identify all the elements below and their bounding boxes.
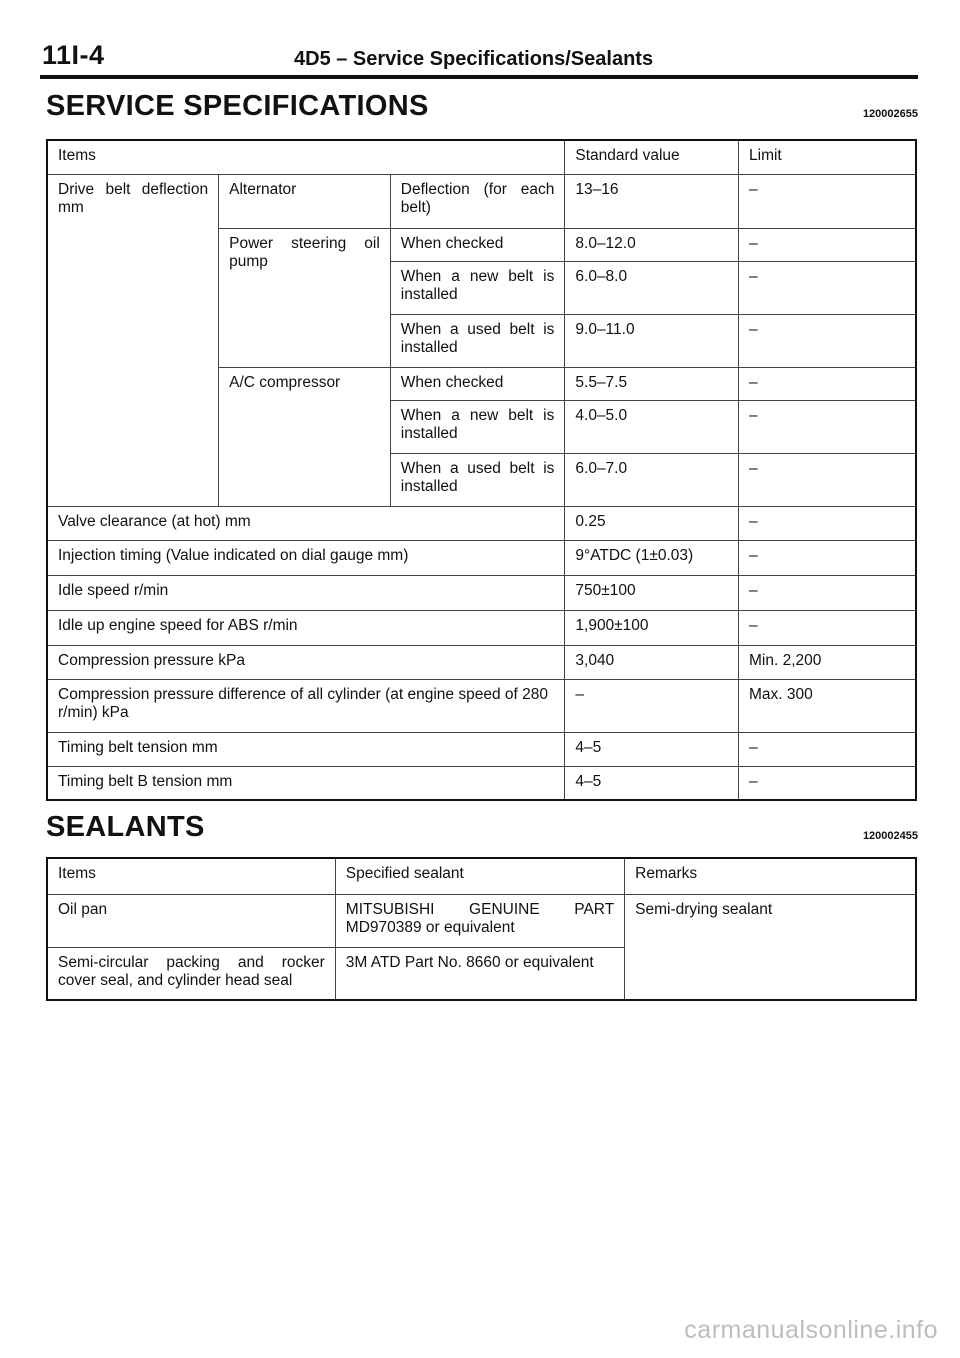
standard-value-cell: 0.25 [565, 506, 739, 540]
limit-cell: – [739, 453, 916, 506]
limit-cell: Min. 2,200 [739, 645, 916, 679]
item-cell: Timing belt B tension mm [47, 766, 565, 800]
limit-cell: – [739, 367, 916, 400]
section-title-service-specifications: SERVICE SPECIFICATIONS [46, 90, 429, 122]
ac-compressor-label: A/C compressor [219, 367, 391, 506]
page-header [40, 38, 918, 78]
table-row [47, 645, 916, 679]
standard-value-cell: 5.5–7.5 [565, 367, 739, 400]
item-cell: Idle up engine speed for ABS r/min [47, 610, 565, 645]
column-header-remarks: Remarks [625, 858, 916, 894]
section-code-service-specifications: 120002655 [862, 108, 918, 120]
standard-value-cell: – [565, 679, 739, 732]
item-cell: Idle speed r/min [47, 575, 565, 610]
power-steering-oil-pump-label: Power steering oil pump [219, 228, 391, 367]
condition-cell: When a new belt is installed [390, 261, 565, 314]
item-cell: Semi-circular packing and rocker cover seal, and cylinder head seal [47, 947, 335, 1000]
table-row [47, 540, 916, 575]
remarks-cell: Semi-drying sealant [625, 894, 916, 1000]
table-row [47, 679, 916, 732]
limit-cell: – [739, 575, 916, 610]
standard-value-cell: 3,040 [565, 645, 739, 679]
table-header-row [47, 140, 916, 174]
standard-value-cell: 4–5 [565, 766, 739, 800]
limit-cell: – [739, 174, 916, 228]
standard-value-cell: 750±100 [565, 575, 739, 610]
table-row [47, 610, 916, 645]
table-row [47, 894, 916, 947]
table-row [47, 766, 916, 800]
standard-value-cell: 9°ATDC (1±0.03) [565, 540, 739, 575]
drive-belt-deflection-label: Drive belt deflection mm [47, 174, 219, 506]
standard-value-cell: 8.0–12.0 [565, 228, 739, 261]
header-rule [40, 75, 918, 79]
standard-value-cell: 4.0–5.0 [565, 400, 739, 453]
item-cell: Oil pan [47, 894, 335, 947]
table-row [47, 506, 916, 540]
sealant-cell: 3M ATD Part No. 8660 or equivalent [335, 947, 624, 1000]
item-cell: Timing belt tension mm [47, 732, 565, 766]
limit-cell: – [739, 540, 916, 575]
limit-cell: – [739, 400, 916, 453]
condition-cell: When a used belt is installed [390, 453, 565, 506]
standard-value-cell: 13–16 [565, 174, 739, 228]
limit-cell: – [739, 766, 916, 800]
column-header-items: Items [47, 140, 565, 174]
limit-cell: – [739, 228, 916, 261]
table-header-row [47, 858, 916, 894]
standard-value-cell: 4–5 [565, 732, 739, 766]
item-cell: Compression pressure kPa [47, 645, 565, 679]
table-row [47, 575, 916, 610]
page-number: 11I-4 [42, 40, 105, 70]
limit-cell: – [739, 314, 916, 367]
standard-value-cell: 6.0–7.0 [565, 453, 739, 506]
limit-cell: – [739, 732, 916, 766]
limit-cell: – [739, 506, 916, 540]
watermark-text: carmanualsonline.info [684, 1316, 938, 1344]
sealants-table [46, 857, 917, 1001]
section-code-sealants: 120002455 [862, 830, 918, 842]
condition-cell: Deflection (for each belt) [390, 174, 565, 228]
standard-value-cell: 1,900±100 [565, 610, 739, 645]
item-cell: Injection timing (Value indicated on dial gauge mm) [47, 540, 565, 575]
column-header-items: Items [47, 858, 335, 894]
condition-cell: When checked [390, 228, 565, 261]
standard-value-cell: 9.0–11.0 [565, 314, 739, 367]
sealant-cell: MITSUBISHI GENUINE PART MD970389 or equivalent [335, 894, 624, 947]
limit-cell: – [739, 261, 916, 314]
standard-value-cell: 6.0–8.0 [565, 261, 739, 314]
condition-cell: When a used belt is installed [390, 314, 565, 367]
table-row [47, 174, 916, 228]
condition-cell: When a new belt is installed [390, 400, 565, 453]
running-title: 4D5 – Service Specifications/Sealants [294, 48, 654, 70]
item-cell: Valve clearance (at hot) mm [47, 506, 565, 540]
alternator-label: Alternator [219, 174, 391, 228]
column-header-standard-value: Standard value [565, 140, 739, 174]
condition-cell: When checked [390, 367, 565, 400]
limit-cell: – [739, 610, 916, 645]
service-specifications-table [46, 139, 917, 801]
column-header-limit: Limit [739, 140, 916, 174]
section-title-sealants: SEALANTS [46, 811, 205, 843]
limit-cell: Max. 300 [739, 679, 916, 732]
item-cell: Compression pressure difference of all cylinder (at engine speed of 280 r/min) kPa [47, 679, 565, 732]
column-header-specified-sealant: Specified sealant [335, 858, 624, 894]
table-row [47, 732, 916, 766]
